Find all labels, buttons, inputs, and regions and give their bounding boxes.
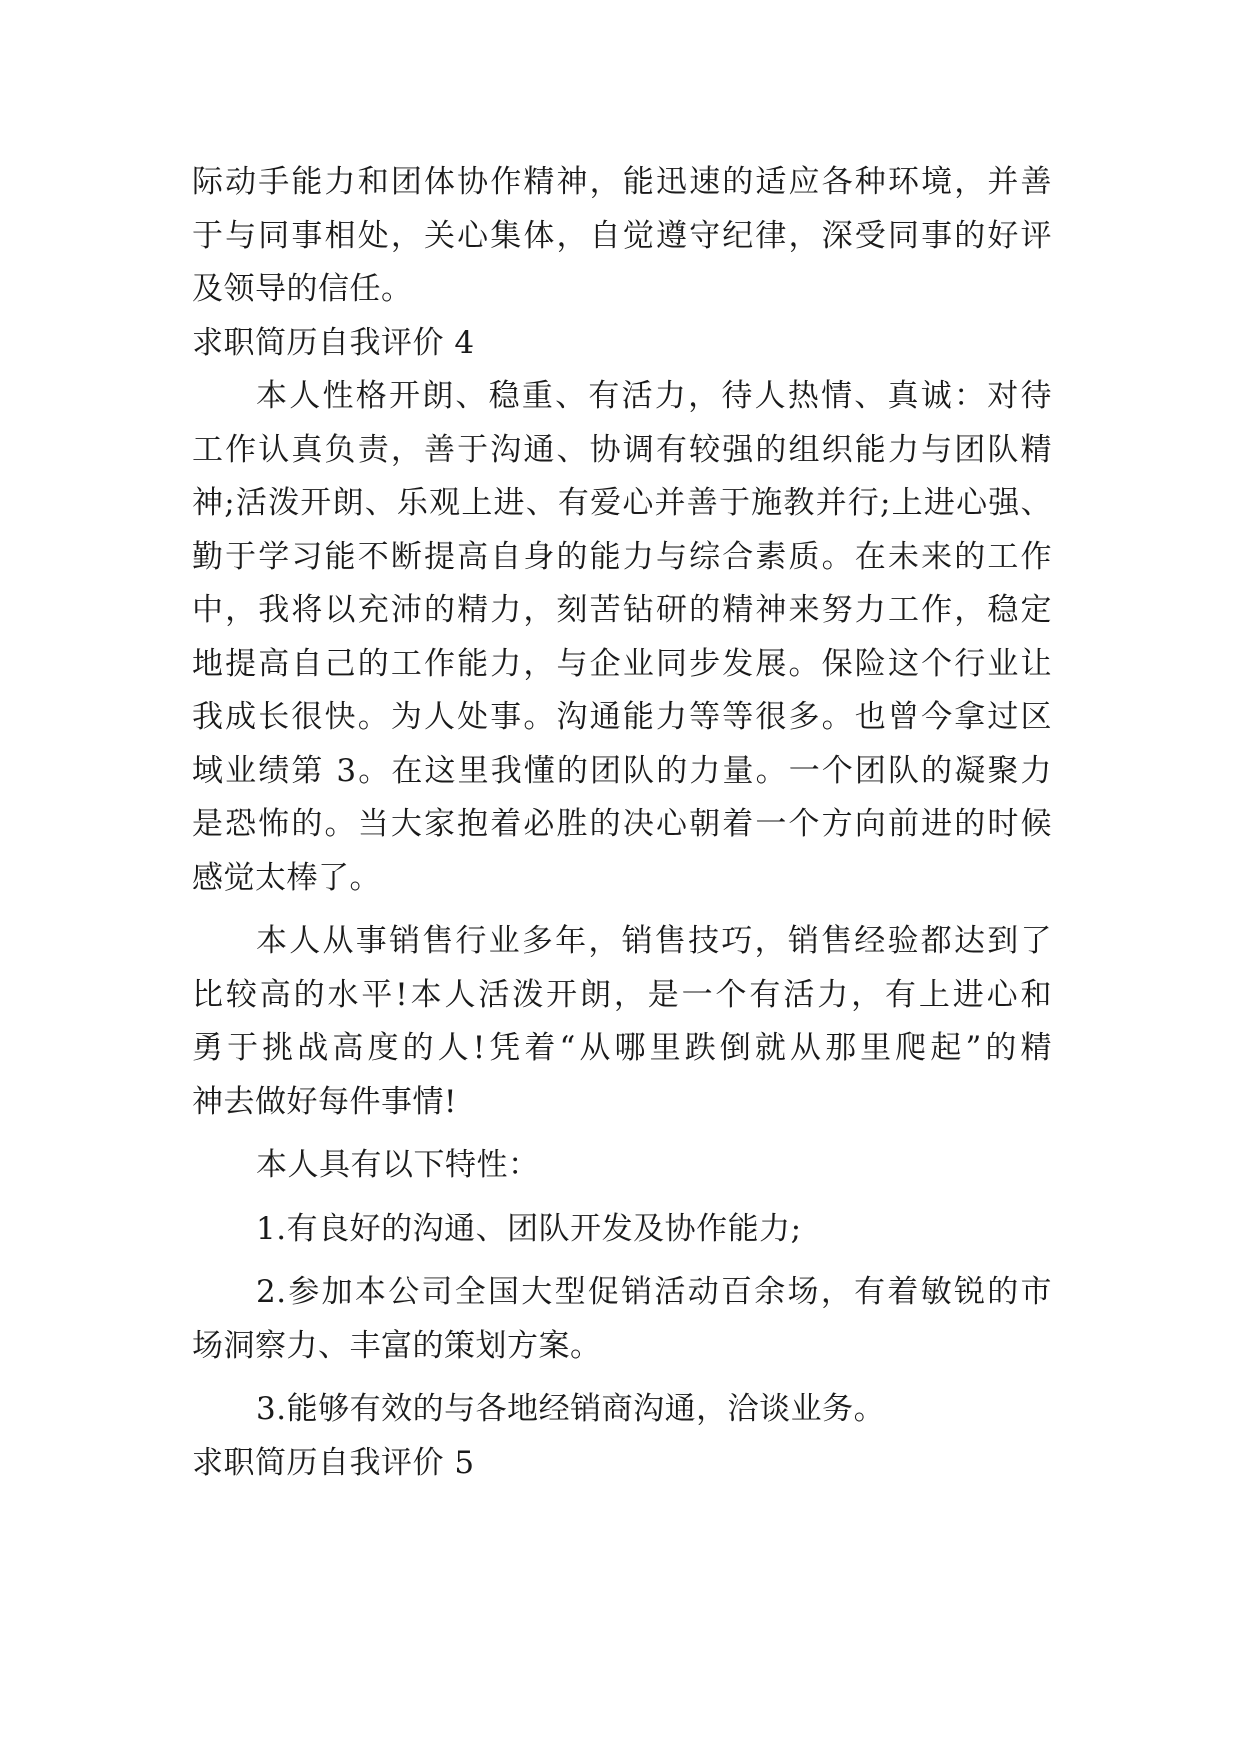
section-heading-4: 求职简历自我评价 4 bbox=[192, 324, 475, 361]
paragraph-personality bbox=[192, 370, 1052, 905]
text-line: 于与同事相处，关心集体，自觉遵守纪律，深受同事的好评 bbox=[192, 217, 1052, 254]
text-line: 3.能够有效的与各地经销商沟通，洽谈业务。 bbox=[256, 1391, 886, 1427]
text-line: 工作认真负责，善于沟通、协调有较强的组织能力与团队精 bbox=[192, 431, 1052, 468]
text-line: 际动手能力和团体协作精神，能迅速的适应各种环境，并善 bbox=[192, 164, 1052, 200]
text-line: 勇于挑战高度的人!凭着“从哪里跌倒就从那里爬起”的精 bbox=[192, 1030, 1052, 1066]
text-line: 及领导的信任。 bbox=[192, 271, 413, 307]
paragraph-spacing bbox=[192, 1256, 1052, 1266]
paragraph-spacing bbox=[192, 1373, 1052, 1383]
paragraph-traits-intro bbox=[192, 1139, 1052, 1193]
list-item-1 bbox=[192, 1203, 1052, 1257]
document-body bbox=[192, 156, 1052, 1490]
text-line: 勤于学习能不断提高自身的能力与综合素质。在未来的工作 bbox=[192, 538, 1052, 575]
text-line: 本人性格开朗、稳重、有活力，待人热情、真诚：对待 bbox=[256, 378, 1052, 414]
text-line: 本人从事销售行业多年，销售技巧，销售经验都达到了 bbox=[256, 923, 1052, 959]
paragraph-continued bbox=[192, 156, 1052, 317]
text-line: 中，我将以充沛的精力，刻苦钻研的精神来努力工作，稳定 bbox=[192, 592, 1052, 628]
paragraph-spacing bbox=[192, 1129, 1052, 1139]
list-item-2 bbox=[192, 1266, 1052, 1373]
text-line: 是恐怖的。当大家抱着必胜的决心朝着一个方向前进的时候 bbox=[192, 806, 1052, 842]
text-line: 场洞察力、丰富的策划方案。 bbox=[192, 1327, 602, 1364]
text-line: 域业绩第 3。在这里我懂的团队的力量。一个团队的凝聚力 bbox=[192, 752, 1052, 789]
paragraph-spacing bbox=[192, 1193, 1052, 1203]
list-item-3 bbox=[192, 1383, 1052, 1437]
text-line: 地提高自己的工作能力，与企业同步发展。保险这个行业让 bbox=[192, 645, 1052, 682]
paragraph-sales bbox=[192, 915, 1052, 1129]
text-line: 我成长很快。为人处事。沟通能力等等很多。也曾今拿过区 bbox=[192, 699, 1052, 735]
text-line: 2.参加本公司全国大型促销活动百余场，有着敏锐的市 bbox=[256, 1274, 1052, 1310]
paragraph-spacing bbox=[192, 905, 1052, 915]
section-heading-5: 求职简历自我评价 5 bbox=[192, 1444, 475, 1481]
text-line: 神;活泼开朗、乐观上进、有爱心并善于施教并行;上进心强、 bbox=[192, 485, 1052, 521]
text-line: 感觉太棒了。 bbox=[192, 859, 381, 896]
text-line: 神去做好每件事情! bbox=[192, 1083, 457, 1120]
text-line: 比较高的水平!本人活泼开朗，是一个有活力，有上进心和 bbox=[192, 976, 1052, 1013]
text-line: 1.有良好的沟通、团队开发及协作能力; bbox=[256, 1210, 802, 1247]
text-line: 本人具有以下特性： bbox=[256, 1147, 540, 1183]
